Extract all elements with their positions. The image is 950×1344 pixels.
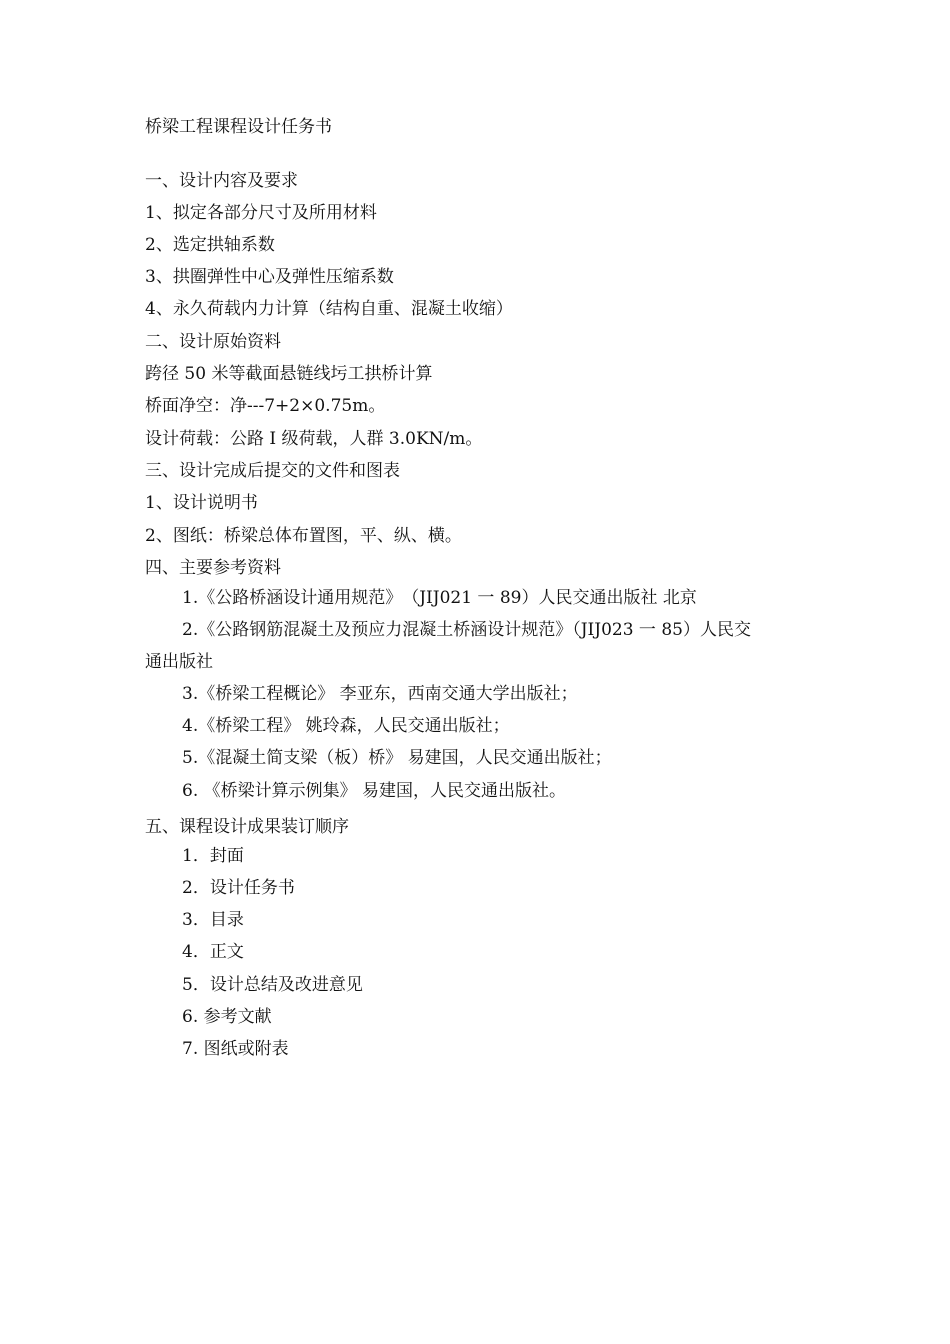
reference-item: 5.《混凝土简支梁（板）桥》 易建国，人民交通出版社；: [182, 748, 612, 768]
section-1-item: 3、拱圈弹性中心及弹性压缩系数: [145, 267, 394, 287]
reference-item: 3.《桥梁工程概论》 李亚东，西南交通大学出版社；: [182, 684, 578, 704]
section-3-item: 1、设计说明书: [145, 493, 258, 513]
section-3-item: 2、图纸：桥梁总体布置图，平、纵、横。: [145, 526, 462, 546]
section-4-heading: 四、主要参考资料: [145, 558, 281, 578]
section-2-line: 设计荷载：公路 I 级荷载，人群 3.0KN/m。: [145, 429, 483, 449]
section-2-line: 桥面净空：净---7+2×0.75m。: [145, 396, 386, 416]
reference-item: 4.《桥梁工程》 姚玲森，人民交通出版社；: [182, 716, 510, 736]
reference-item: 6. 《桥梁计算示例集》 易建国，人民交通出版社。: [182, 781, 567, 801]
binding-order-item: 5．设计总结及改进意见: [182, 975, 363, 995]
binding-order-item: 3．目录: [182, 910, 244, 930]
reference-item: 2.《公路钢筋混凝土及预应力混凝土桥涵设计规范》（JIJ023 一 85）人民交: [182, 620, 751, 640]
section-3-heading: 三、设计完成后提交的文件和图表: [145, 461, 400, 481]
reference-item: 1.《公路桥涵设计通用规范》 （JIJ021 一 89）人民交通出版社 北京: [182, 588, 697, 608]
document-title: 桥梁工程课程设计任务书: [145, 117, 332, 137]
reference-item-continuation: 通出版社: [145, 652, 213, 672]
section-5-heading: 五、课程设计成果装订顺序: [145, 817, 349, 837]
section-2-heading: 二、设计原始资料: [145, 332, 281, 352]
section-1-heading: 一、设计内容及要求: [145, 171, 298, 191]
section-2-line: 跨径 50 米等截面悬链线圬工拱桥计算: [145, 364, 433, 384]
binding-order-item: 6. 参考文献: [182, 1007, 272, 1027]
binding-order-item: 2．设计任务书: [182, 878, 295, 898]
binding-order-item: 7. 图纸或附表: [182, 1039, 289, 1059]
binding-order-item: 4．正文: [182, 942, 244, 962]
section-1-item: 4、永久荷载内力计算（结构自重、混凝土收缩）: [145, 299, 513, 319]
binding-order-item: 1．封面: [182, 846, 244, 866]
section-1-item: 1、拟定各部分尺寸及所用材料: [145, 203, 377, 223]
section-1-item: 2、选定拱轴系数: [145, 235, 275, 255]
